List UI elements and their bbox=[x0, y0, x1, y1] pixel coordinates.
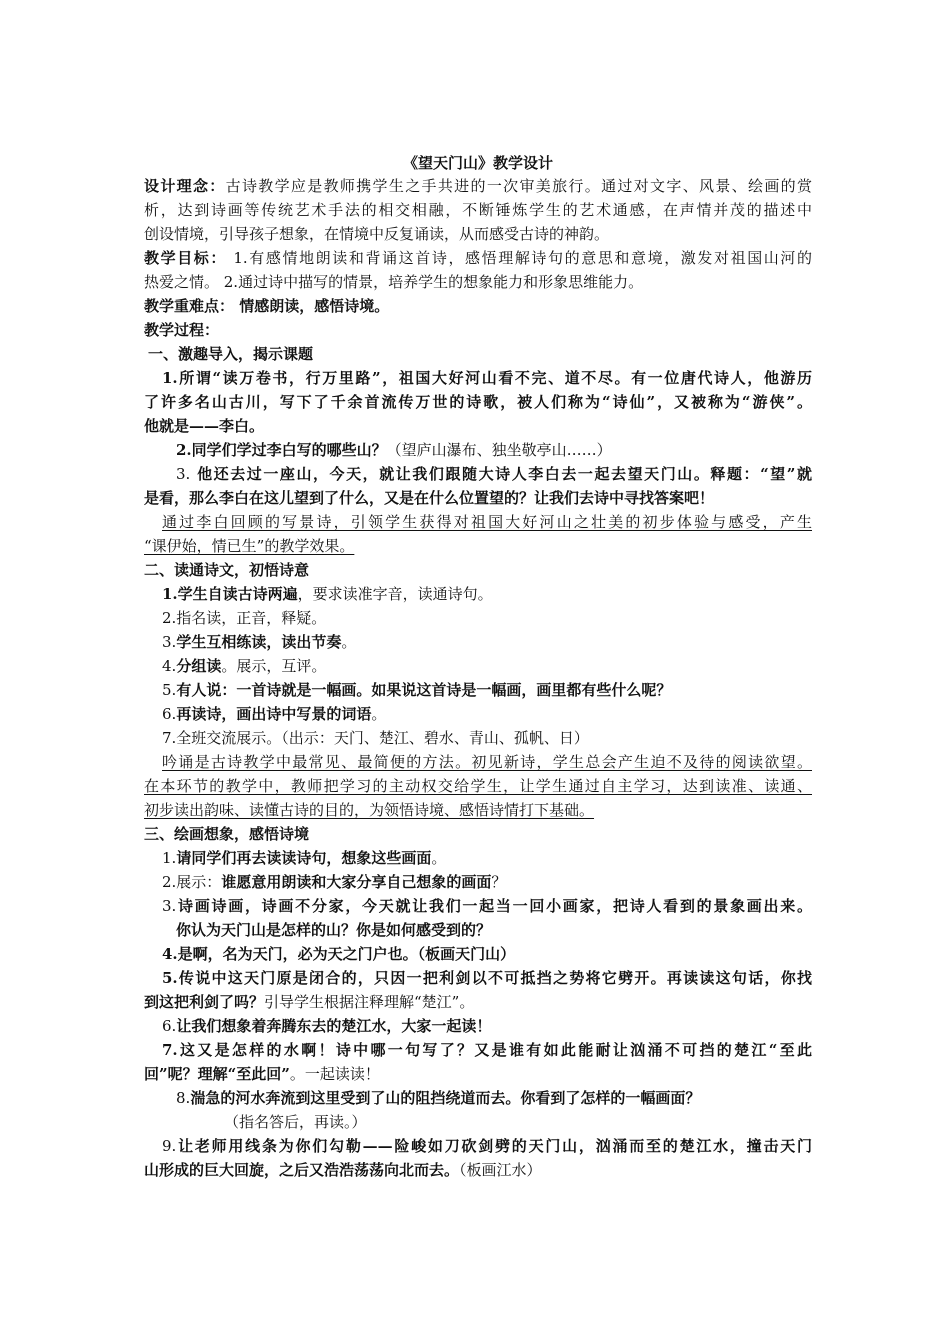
body-text: 古诗教学应是教师携学生之手共进的一次审美旅行。通过对文字、风景、绘画的赏 bbox=[225, 177, 812, 195]
text-line bbox=[144, 342, 812, 366]
text-line bbox=[144, 198, 812, 222]
text-line bbox=[144, 390, 812, 414]
text-line bbox=[144, 606, 812, 630]
text-line bbox=[144, 702, 812, 726]
bold-text: 诗画诗画，诗画不分家，今天就让我们一起当一回小画家，把诗人看到的景象画出来。 bbox=[176, 897, 812, 915]
bold-text: 教学重难点： 情感朗读，感悟诗境。 bbox=[144, 297, 390, 315]
bold-text: 他还去过一座山，今天，就让我们跟随大诗人李白去一起去望天门山。释题：“望”就 bbox=[190, 465, 812, 483]
body-text: 2.展示： bbox=[162, 873, 222, 891]
bold-text: 二、读通诗文，初悟诗意 bbox=[144, 561, 310, 579]
body-text: 3. bbox=[176, 465, 191, 483]
bold-text: 了许多名山古川，写下了千余首流传万世的诗歌，被人们称为“诗仙”，又被称为“游侠”。 bbox=[144, 393, 812, 411]
text-line bbox=[144, 438, 812, 462]
text-line bbox=[144, 750, 812, 774]
text-line bbox=[144, 894, 812, 918]
annotation-text: 在本环节的教学中，教师把学习的主动权交给学生，让学生通过自主学习，达到读准、读通、 bbox=[144, 777, 812, 795]
body-text: 3. bbox=[162, 633, 177, 651]
bold-text: 回”呢？理解“至此回” bbox=[144, 1065, 290, 1083]
body-text: 7.全班交流展示。（出示：天门、楚江、碧水、青山、孤帆、日） bbox=[162, 729, 589, 747]
bold-text: 分组读 bbox=[176, 657, 222, 675]
body-text: 。一起读读！ bbox=[289, 1065, 380, 1083]
text-line bbox=[144, 918, 812, 942]
text-line bbox=[144, 1086, 812, 1110]
text-line bbox=[144, 726, 812, 750]
text-line bbox=[144, 678, 812, 702]
annotation-text: 吟诵是古诗教学中最常见、最简便的方法。初见新诗，学生总会产生迫不及待的阅读欲望。 bbox=[162, 753, 812, 771]
bold-text: 学生互相练读，读出节奏 bbox=[176, 633, 342, 651]
text-line bbox=[144, 222, 812, 246]
bold-text: 2.同学们学过李白写的哪些山？ bbox=[176, 441, 387, 459]
text-line bbox=[144, 414, 812, 438]
body-text: 9. bbox=[162, 1137, 177, 1155]
bold-text: 让老师用线条为你们勾勒——险峻如刀砍剑劈的天门山，汹涌而至的楚江水，撞击天门 bbox=[176, 1137, 812, 1155]
bold-text: 设计理念： bbox=[144, 177, 226, 195]
bold-text: 7.这又是怎样的水啊！诗中哪一句写了？又是谁有如此能耐让汹涌不可挡的楚江“至此 bbox=[162, 1041, 812, 1059]
text-line bbox=[144, 1014, 812, 1038]
document-title: 《望天门山》教学设计 bbox=[402, 154, 553, 172]
bold-text: 三、绘画想象，感悟诗境 bbox=[144, 825, 310, 843]
text-line bbox=[144, 582, 812, 606]
document-lines bbox=[144, 174, 812, 1182]
bold-text: 有人说：一首诗就是一幅画。如果说这首诗是一幅画，画里都有些什么呢？ bbox=[176, 681, 672, 699]
bold-text: 到这把利剑了吗？ bbox=[144, 993, 265, 1011]
text-line bbox=[144, 1158, 812, 1182]
body-text: （指名答后，再读。） bbox=[224, 1113, 367, 1131]
body-text: 4. bbox=[162, 657, 177, 675]
body-text: 6. bbox=[162, 1017, 177, 1035]
body-text: ？ bbox=[491, 873, 507, 891]
text-line bbox=[144, 366, 812, 390]
bold-text: 谁愿意用朗读和大家分享自己想象的画面 bbox=[221, 873, 492, 891]
body-text: 。 bbox=[341, 633, 357, 651]
text-line bbox=[144, 1062, 812, 1086]
bold-text: 你认为天门山是怎样的山？你是如何感受到的？ bbox=[176, 921, 492, 939]
bold-text: 教学目标： bbox=[144, 249, 227, 267]
body-text: 1. bbox=[162, 849, 177, 867]
bold-text: 一、激趣导入，揭示课题 bbox=[148, 345, 314, 363]
text-line bbox=[144, 846, 812, 870]
body-text: 引导学生根据注释理解“楚江”。 bbox=[264, 993, 475, 1011]
text-line bbox=[144, 654, 812, 678]
body-text: 8. bbox=[176, 1089, 191, 1107]
annotation-text: 通过李白回顾的写景诗，引领学生获得对祖国大好河山之壮美的初步体验与感受，产生 bbox=[162, 513, 812, 531]
body-text: （望庐山瀑布、独坐敬亭山……） bbox=[386, 441, 612, 459]
text-line bbox=[144, 990, 812, 1014]
text-line bbox=[144, 510, 812, 534]
text-line bbox=[144, 1038, 812, 1062]
text-line bbox=[144, 870, 812, 894]
text-line bbox=[144, 270, 812, 294]
bold-text: 让我们想象着奔腾东去的楚江水，大家一起读！ bbox=[176, 1017, 492, 1035]
body-text: 热爱之情。 2.通过诗中描写的情景，培养学生的想象能力和形象思维能力。 bbox=[144, 273, 644, 291]
bold-text: 1.所谓“读万卷书，行万里路”，祖国大好河山看不完、道不尽。有一位唐代诗人，他游历 bbox=[162, 369, 812, 387]
text-line bbox=[144, 486, 812, 510]
text-line bbox=[144, 822, 812, 846]
bold-text: 再读诗，画出诗中写景的词语 bbox=[176, 705, 372, 723]
text-line bbox=[144, 966, 812, 990]
body-text: 析，达到诗画等传统艺术手法的相交相融，不断锤炼学生的艺术通感，在声情并茂的描述中 bbox=[144, 201, 812, 219]
bold-text: 1.学生自读古诗两遍 bbox=[162, 585, 298, 603]
text-line bbox=[144, 294, 812, 318]
bold-text: 山形成的巨大回旋，之后又浩浩荡荡向北而去。 bbox=[144, 1161, 460, 1179]
annotation-text: “课伊始，情已生”的教学效果。 bbox=[144, 537, 355, 555]
text-line bbox=[144, 558, 812, 582]
body-text: 5. bbox=[162, 681, 177, 699]
body-text: 。展示，互评。 bbox=[221, 657, 327, 675]
body-text: 6. bbox=[162, 705, 177, 723]
body-text: 3. bbox=[162, 897, 177, 915]
body-text: 1.有感情地朗读和背诵这首诗，感悟理解诗句的意思和意境，激发对祖国山河的 bbox=[227, 249, 812, 267]
bold-text: 教学过程： bbox=[144, 321, 220, 339]
bold-text: 湍急的河水奔流到这里受到了山的阻挡绕道而去。你看到了怎样的一幅画面？ bbox=[190, 1089, 701, 1107]
text-line bbox=[144, 942, 812, 966]
document-body bbox=[144, 152, 812, 1182]
bold-text: 5.传说中这天门原是闭合的，只因一把利剑以不可抵挡之势将它劈开。再读读这句话，你找 bbox=[162, 969, 812, 987]
text-line bbox=[144, 246, 812, 270]
text-line bbox=[144, 174, 812, 198]
text-line bbox=[144, 774, 812, 798]
body-text: ，要求读准字音，读通诗句。 bbox=[297, 585, 493, 603]
bold-text: 是看，那么李白在这儿望到了什么，又是在什么位置望的？让我们去诗中寻找答案吧！ bbox=[144, 489, 715, 507]
text-line bbox=[144, 318, 812, 342]
body-text: 2.指名读，正音，释疑。 bbox=[162, 609, 327, 627]
text-line bbox=[144, 798, 812, 822]
bold-text: 他就是——李白。 bbox=[144, 417, 265, 435]
text-line bbox=[144, 1134, 812, 1158]
text-line bbox=[144, 630, 812, 654]
annotation-text: 初步读出韵味、读懂古诗的目的，为领悟诗境、感悟诗情打下基础。 bbox=[144, 801, 595, 819]
text-line bbox=[144, 534, 812, 558]
bold-text: 请同学们再去读读诗句，想象这些画面 bbox=[176, 849, 432, 867]
body-text: （板画江水） bbox=[459, 1161, 542, 1179]
body-text: 。 bbox=[431, 849, 447, 867]
text-line bbox=[144, 462, 812, 486]
text-line bbox=[144, 1110, 812, 1134]
bold-text: 4.是啊，名为天门，必为天之门户也。（板画天门山） bbox=[162, 945, 516, 963]
body-text: 创设情境，引导孩子想象，在情境中反复诵读，从而感受古诗的神韵。 bbox=[144, 225, 610, 243]
body-text: 。 bbox=[371, 705, 387, 723]
